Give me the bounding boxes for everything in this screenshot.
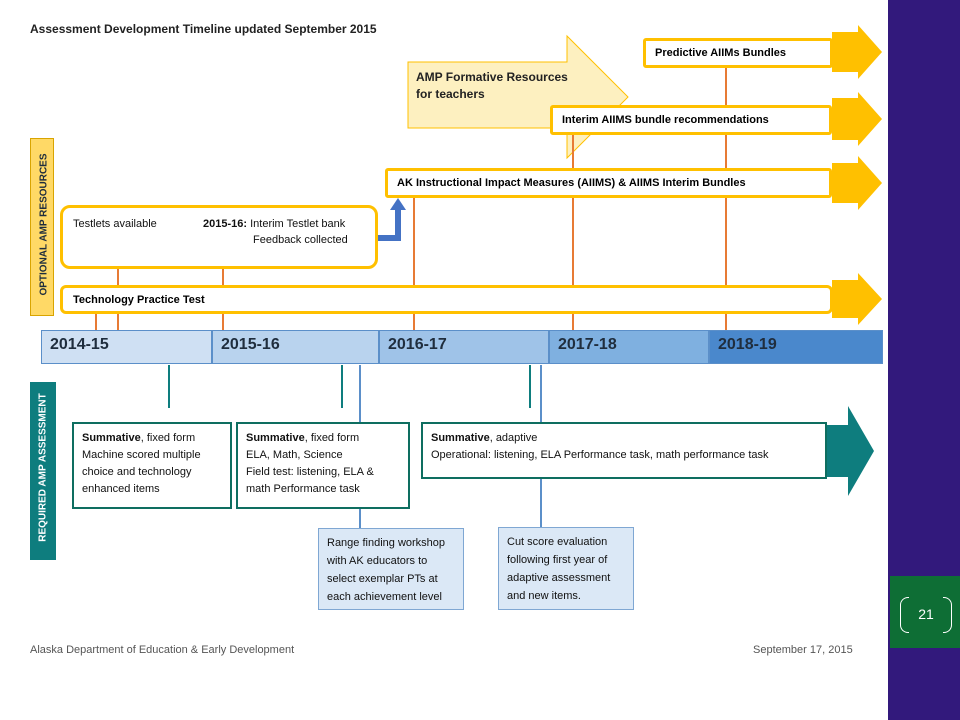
predictive-arrowhead [832, 25, 882, 79]
predictive-box [643, 38, 833, 68]
year-cell: 2015-16 [212, 330, 379, 364]
bent-arrow-head [390, 198, 406, 210]
summative-box-3: Summative, adaptive Operational: listening, ELA Performance task, math performance task [421, 422, 827, 479]
feedback-label: Feedback collected [253, 234, 348, 246]
required-label-box [30, 382, 56, 560]
year-cell: 2017-18 [549, 330, 709, 364]
tech-practice-label: Technology Practice Test [73, 294, 205, 306]
adaptive-arrowhead [826, 406, 874, 496]
bent-arrow [378, 208, 398, 238]
year-bar [41, 330, 883, 364]
aiims-box [385, 168, 832, 198]
bracket-right [943, 597, 952, 633]
page-number-text: 21 [918, 606, 934, 622]
aiims-label: AK Instructional Impact Measures (AIIMS) & AIIMS Interim Bundles [397, 177, 746, 189]
year-cell: 2016-17 [379, 330, 549, 364]
predictive-label: Predictive AIIMs Bundles [655, 47, 787, 59]
page-title: Assessment Development Timeline updated September 2015 [30, 22, 377, 36]
footer-left: Alaska Department of Education & Early Development [30, 644, 295, 656]
formative-text [416, 69, 568, 103]
tech-practice-arrowhead [832, 273, 882, 325]
interim-bundle-arrowhead [832, 92, 882, 146]
page-number [900, 594, 952, 634]
interim-year: 2015-16: [203, 218, 248, 230]
interim-bundle-box [550, 105, 832, 135]
interim-testlet-text [203, 218, 345, 230]
formative-line2: for teachers [416, 87, 485, 101]
formative-line1: AMP Formative Resources [416, 70, 568, 84]
interim-bundle-label: Interim AIIMS bundle recommendations [562, 114, 769, 126]
interim-text: Interim Testlet bank [247, 218, 346, 230]
testlets-label: Testlets available [73, 218, 157, 230]
required-label: REQUIRED AMP ASSESSMENT [37, 393, 49, 542]
summative-box-1: Summative, fixed form Machine scored multiple choice and technology enhanced items [72, 422, 232, 509]
bracket-left [900, 597, 909, 633]
footer-right: September 17, 2015 [753, 644, 853, 656]
range-finding-note: Range finding workshop with AK educators to select exemplar PTs at each achievement level [318, 528, 464, 610]
cut-score-note: Cut score evaluation following first year of adaptive assessment and new items. [498, 527, 634, 610]
optional-label: OPTIONAL AMP RESOURCES [38, 153, 50, 296]
summative-box-2: Summative, fixed form ELA, Math, Science Field test: listening, ELA & math Performance task [236, 422, 410, 509]
year-cell: 2014-15 [41, 330, 212, 364]
optional-label-box [30, 138, 54, 316]
testlets-box [60, 205, 378, 269]
tech-practice-box [60, 285, 833, 314]
year-cell: 2018-19 [709, 330, 883, 364]
aiims-arrowhead [832, 156, 882, 210]
